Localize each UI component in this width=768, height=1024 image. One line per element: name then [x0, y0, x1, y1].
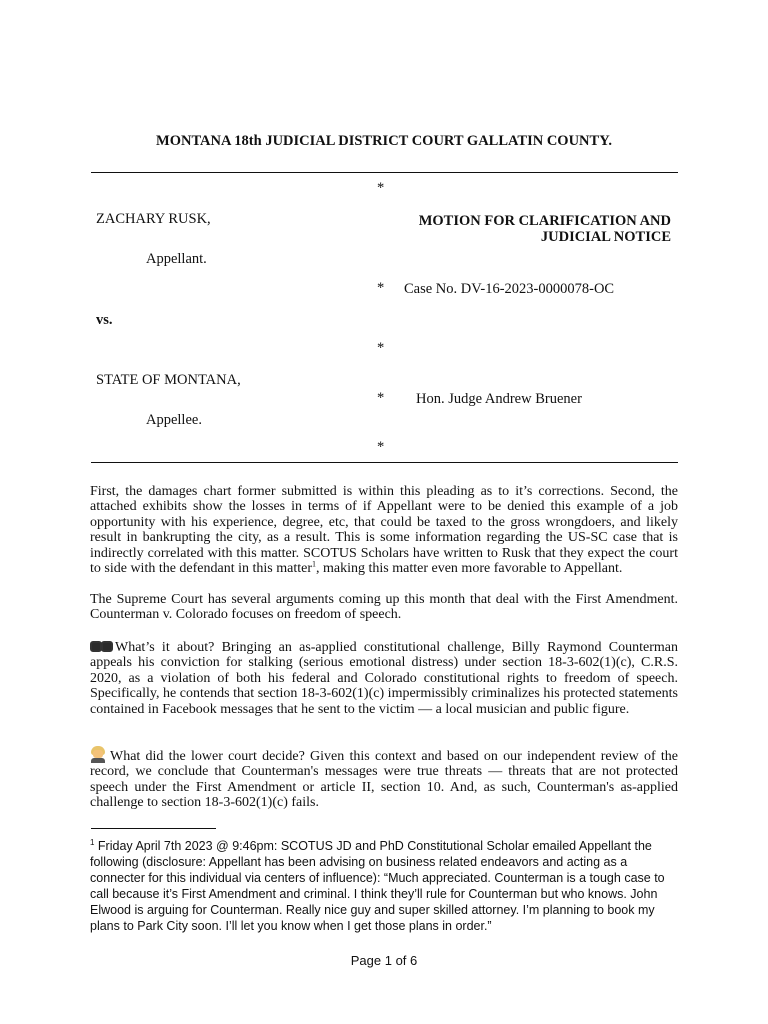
appellee-role: Appellee. [146, 412, 202, 428]
case-number: Case No. DV-16-2023-0000078-OC [404, 281, 615, 297]
paragraph-4-text: What did the lower court decide? Given this context and based on our independent review of the record, we conclude that Counterman's messages were true threats — threats that are not protected speech under the First Amendment or article II, section 10. And, as such, Counterman's as-applied challenge to section 18-3-602(1)(c) fails. [90, 749, 678, 811]
court-title: MONTANA 18th JUDICIAL DISTRICT COURT GALLATIN COUNTY. [156, 133, 612, 149]
paragraph-1-text-end: , making this matter even more favorable to Appellant. [316, 561, 623, 577]
caption-star: * [377, 390, 385, 406]
caption-bottom-rule [91, 462, 678, 463]
footnote-ref[interactable]: 1 [312, 559, 317, 569]
paragraph-4 [90, 746, 678, 811]
caption-star: * [377, 439, 385, 455]
paragraph-3-text: What’s it about? Bringing an as-applied constitutional challenge, Billy Raymond Counterman appeals his conviction for stalking (serious emotional distress) under section 18-3-602(1)(c), C.R.S. 2020, as a violation of both his federal and Colorado constitutional rights to freedom of speech. Specifically, he contends that section 18-3-602(1)(c) impermissibly criminalizes his protected statements contained in Facebook messages that he sent to the victim — a local musician and public figure. [90, 640, 678, 717]
paragraph-2: The Supreme Court has several arguments coming up this month that deal with the First Amendment. Counterman v. Colorado focuses on freedom of speech. [90, 592, 678, 623]
footnote [90, 838, 680, 934]
page-number: Page 1 of 6 [350, 953, 418, 968]
caption-star: * [377, 280, 385, 296]
footnote-rule [91, 828, 216, 829]
appellant-role: Appellant. [146, 251, 207, 267]
caption-top-rule [91, 172, 678, 173]
caption-star: * [377, 180, 385, 196]
paragraph-3 [90, 640, 678, 717]
sunglasses-icon [90, 640, 112, 652]
caption-star: * [377, 340, 385, 356]
appellant-name: ZACHARY RUSK, [96, 211, 211, 227]
footnote-marker: 1 [90, 837, 95, 847]
paragraph-1-text: First, the damages chart former submitted is within this pleading as to it’s corrections. Second, the attached exhibits show the losses in terms of if Appellant were to be denied this example of a job opportunity with his experience, degree, etc, that could be taxed to the gross wrongdoers, and likely result in bankrupting the city, as a result. This is some information regarding the US-SC case that is indirectly correlated with this matter. SCOTUS Scholars have written to Rusk that they expect the court to side with the defendant in this matter [90, 484, 678, 577]
judge-name: Hon. Judge Andrew Bruener [416, 391, 582, 407]
versus: vs. [96, 312, 113, 328]
motion-title: MOTION FOR CLARIFICATION AND JUDICIAL NOTICE [418, 213, 671, 245]
footnote-text: Friday April 7th 2023 @ 9:46pm: SCOTUS JD and PhD Constitutional Scholar emailed Appellant the following (disclosure: Appellant has been advising on business related endeavors and acting as a connecter for this individual via centers of influence): “Much appreciated. Counterman is a tough case to call because it’s First Amendment and criminal. I think they’ll rule for Counterman but who knows. John Elwood is arguing for Counterman. Really nice guy and super skilled attorney. I’m planning to book my plans to Park City soon. I’ll let you know when I get those plans in order.” [90, 839, 665, 933]
paragraph-1 [90, 484, 678, 576]
appellee-name: STATE OF MONTANA, [96, 372, 241, 388]
judge-icon [90, 746, 106, 763]
